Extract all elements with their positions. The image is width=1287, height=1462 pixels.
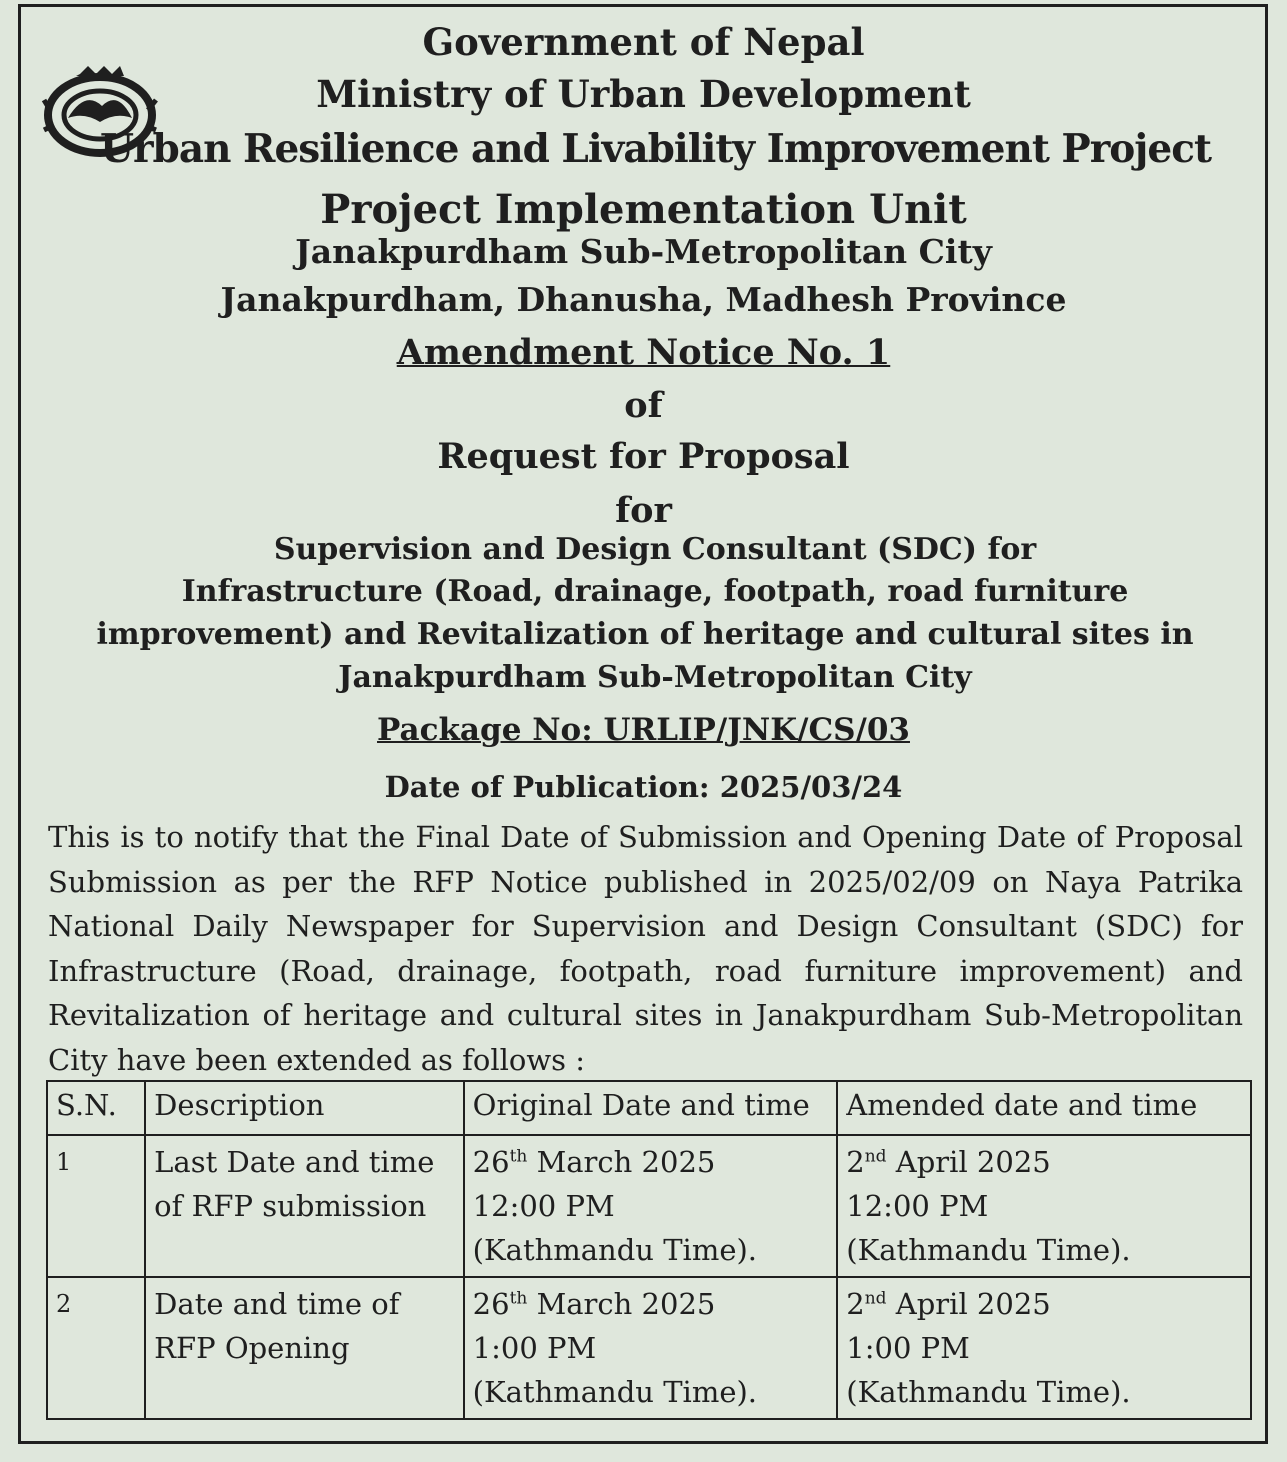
notice-of: of: [624, 385, 663, 426]
original-time: 12:00 PM: [472, 1189, 615, 1223]
amended-day-suffix: nd: [864, 1146, 887, 1167]
amended-month: April 2025: [886, 1287, 1051, 1321]
amended-date: [846, 1282, 1242, 1326]
notice-title-row: [0, 332, 1287, 373]
header-government: Government of Nepal: [422, 20, 865, 64]
header-unit: Project Implementation Unit: [320, 186, 967, 233]
amended-time: 12:00 PM: [846, 1189, 989, 1223]
original-time: 1:00 PM: [472, 1331, 597, 1365]
row-description: Last Date and time of RFP submission: [145, 1135, 464, 1277]
header-ministry: Ministry of Urban Development: [316, 72, 971, 116]
amended-day: 2: [846, 1287, 865, 1321]
original-month: March 2025: [527, 1287, 716, 1321]
row-sn: 2: [47, 1277, 145, 1419]
package-row: [0, 712, 1287, 748]
amended-month: April 2025: [886, 1145, 1051, 1179]
amended-date: [846, 1140, 1242, 1184]
original-day-suffix: th: [509, 1146, 528, 1167]
table-header-row: [47, 1081, 1251, 1135]
notice-paragraph: This is to notify that the Final Date of Submission and Opening Date of Proposal Submission as per the RFP Notice published in 2025/02/09 on Naya Patrika National Daily Newspaper for Supervision and Design Consultant (SDC) for Infrastructure (Road, drainage, footpath, road furniture improvement) and Revitalization of heritage and cultural sites in Janakpurdham Sub-Metropolitan City have been extended as follows :: [48, 820, 1243, 1077]
amended-zone: (Kathmandu Time).: [846, 1375, 1131, 1409]
row-amended: [837, 1135, 1251, 1277]
package-number: Package No: URLIP/JNK/CS/03: [377, 712, 910, 748]
row-original: [464, 1277, 838, 1419]
amended-time: 1:00 PM: [846, 1331, 970, 1365]
original-zone: (Kathmandu Time).: [472, 1375, 758, 1409]
row-description: Date and time of RFP Opening: [145, 1277, 464, 1419]
subject-line-2: Infrastructure (Road, drainage, footpath, road furniture: [181, 574, 1129, 609]
original-day: 26: [472, 1287, 510, 1321]
subject-line-1: Supervision and Design Consultant (SDC) for: [273, 532, 1037, 567]
original-zone: (Kathmandu Time).: [472, 1233, 758, 1267]
row-sn: 1: [47, 1135, 145, 1277]
notice-title: Amendment Notice No. 1: [396, 332, 891, 373]
original-month: March 2025: [527, 1145, 716, 1179]
publication-date: Date of Publication: 2025/03/24: [384, 770, 903, 804]
row-original: [464, 1135, 838, 1277]
row-amended: [837, 1277, 1251, 1419]
notice-for: for: [615, 490, 672, 531]
original-date: [473, 1282, 829, 1326]
date-table: [46, 1080, 1252, 1420]
notice-rfp: Request for Proposal: [437, 436, 850, 477]
header-amended: Amended date and time: [837, 1081, 1251, 1135]
amended-day-suffix: nd: [864, 1288, 887, 1309]
header-original: Original Date and time: [464, 1081, 838, 1135]
header-city: Janakpurdham Sub-Metropolitan City: [295, 232, 992, 271]
original-day: 26: [472, 1145, 510, 1179]
subject-line-3: improvement) and Revitalization of heritage and cultural sites in: [96, 617, 1194, 652]
header-sn: S.N.: [47, 1081, 145, 1135]
header-description: Description: [145, 1081, 464, 1135]
amended-zone: (Kathmandu Time).: [846, 1233, 1131, 1267]
original-day-suffix: th: [509, 1288, 528, 1309]
header-project: Urban Resilience and Livability Improvement Project: [100, 126, 1211, 172]
subject-line-4: Janakpurdham Sub-Metropolitan City: [338, 660, 972, 695]
header-address: Janakpurdham, Dhanusha, Madhesh Province: [220, 280, 1067, 319]
table-row: [47, 1277, 1251, 1419]
table-row: [47, 1135, 1251, 1277]
original-date: [473, 1140, 829, 1184]
amended-day: 2: [846, 1145, 865, 1179]
